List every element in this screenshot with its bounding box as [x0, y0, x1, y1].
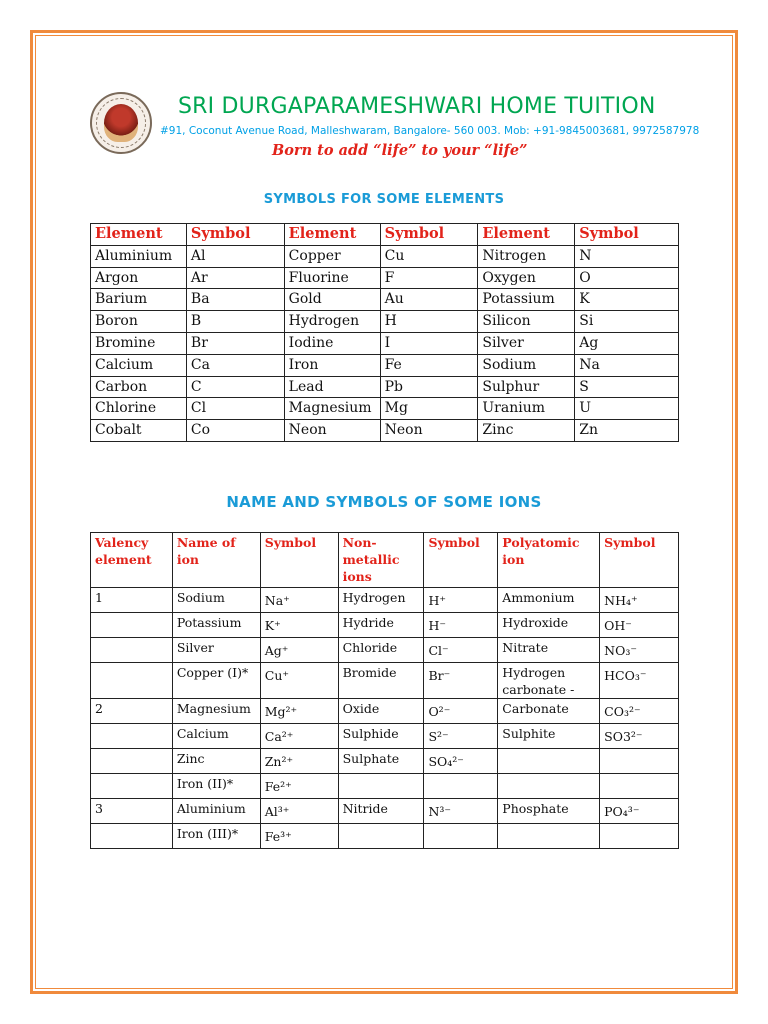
table-cell: Hydrogen	[284, 311, 380, 333]
table-row	[91, 420, 679, 442]
table-cell	[424, 774, 498, 799]
table-row	[91, 799, 679, 824]
table-row	[91, 824, 679, 849]
table-cell: Bromine	[91, 332, 187, 354]
table-cell: N³⁻	[424, 799, 498, 824]
table-cell: Calcium	[91, 354, 187, 376]
table-cell: Magnesium	[284, 398, 380, 420]
table-cell: SO3²⁻	[600, 724, 679, 749]
table-cell: Oxide	[338, 699, 424, 724]
table-cell	[338, 774, 424, 799]
goddess-emblem-icon	[104, 104, 138, 142]
table-cell: Ammonium	[498, 588, 600, 613]
table-cell: Magnesium	[172, 699, 260, 724]
column-header: Symbol	[186, 224, 284, 246]
table-cell: 3	[91, 799, 173, 824]
table-row	[91, 398, 679, 420]
table-cell: Cl⁻	[424, 638, 498, 663]
table-cell: Al³⁺	[260, 799, 338, 824]
table-cell: Sulphite	[498, 724, 600, 749]
table-cell: Lead	[284, 376, 380, 398]
table-cell: Nitrogen	[478, 245, 575, 267]
table-cell: HCO₃⁻	[600, 663, 679, 699]
table-cell: Copper (I)*	[172, 663, 260, 699]
table-cell: Na	[575, 354, 679, 376]
table-cell: Bromide	[338, 663, 424, 699]
table-cell: Fe²⁺	[260, 774, 338, 799]
table-cell	[498, 749, 600, 774]
table-cell: Fe	[380, 354, 478, 376]
table-cell: S²⁻	[424, 724, 498, 749]
table-row	[91, 588, 679, 613]
table-cell: Iron (II)*	[172, 774, 260, 799]
table-cell	[498, 774, 600, 799]
table-cell: Pb	[380, 376, 478, 398]
table-cell: I	[380, 332, 478, 354]
table-cell: Au	[380, 289, 478, 311]
table-row	[91, 267, 679, 289]
tuition-logo	[90, 92, 152, 154]
table-cell: Br⁻	[424, 663, 498, 699]
table-cell: H⁺	[424, 588, 498, 613]
table-cell: Fe³⁺	[260, 824, 338, 849]
table-cell: Al	[186, 245, 284, 267]
table-cell: Sulphur	[478, 376, 575, 398]
table-cell: Hydrogen carbonate -	[498, 663, 600, 699]
elements-header-row	[91, 224, 679, 246]
table-cell: Aluminium	[172, 799, 260, 824]
table-row	[91, 376, 679, 398]
table-cell: Chloride	[338, 638, 424, 663]
table-cell	[91, 824, 173, 849]
table-cell: Potassium	[172, 613, 260, 638]
table-cell: S	[575, 376, 679, 398]
elements-table	[90, 223, 679, 442]
table-cell: Silicon	[478, 311, 575, 333]
table-cell: NO₃⁻	[600, 638, 679, 663]
table-row	[91, 699, 679, 724]
ions-table	[90, 532, 679, 849]
institute-address: #91, Coconut Avenue Road, Malleshwaram, Bangalore- 560 003. Mob: +91-9845003681, 9972587978	[160, 125, 700, 137]
table-cell	[600, 824, 679, 849]
table-cell: Cu	[380, 245, 478, 267]
column-header: Symbol	[424, 533, 498, 588]
table-cell: O	[575, 267, 679, 289]
table-row	[91, 638, 679, 663]
column-header: Symbol	[575, 224, 679, 246]
table-cell	[498, 824, 600, 849]
table-row	[91, 245, 679, 267]
table-cell: Ag	[575, 332, 679, 354]
table-row	[91, 613, 679, 638]
table-cell: U	[575, 398, 679, 420]
table-cell: Neon	[284, 420, 380, 442]
table-cell: K	[575, 289, 679, 311]
table-cell: Nitrate	[498, 638, 600, 663]
column-header: Name of ion	[172, 533, 260, 588]
table-cell: H	[380, 311, 478, 333]
column-header: Symbol	[600, 533, 679, 588]
table-cell: Hydride	[338, 613, 424, 638]
table-cell: Aluminium	[91, 245, 187, 267]
table-cell: Barium	[91, 289, 187, 311]
table-row	[91, 724, 679, 749]
table-cell: Cobalt	[91, 420, 187, 442]
table-cell: Ca²⁺	[260, 724, 338, 749]
table-cell: Ag⁺	[260, 638, 338, 663]
table-cell: Potassium	[478, 289, 575, 311]
table-cell: B	[186, 311, 284, 333]
table-cell: Hydroxide	[498, 613, 600, 638]
table-row	[91, 332, 679, 354]
table-cell: SO₄²⁻	[424, 749, 498, 774]
table-row	[91, 774, 679, 799]
table-cell: Copper	[284, 245, 380, 267]
table-cell: Ca	[186, 354, 284, 376]
table-cell: Silver	[172, 638, 260, 663]
column-header: Symbol	[380, 224, 478, 246]
table-row	[91, 663, 679, 699]
table-cell: PO₄³⁻	[600, 799, 679, 824]
ions-heading: NAME AND SYMBOLS OF SOME IONS	[226, 493, 542, 511]
table-cell: Nitride	[338, 799, 424, 824]
table-cell: Zn	[575, 420, 679, 442]
table-cell: Argon	[91, 267, 187, 289]
table-cell: O²⁻	[424, 699, 498, 724]
column-header: Polyatomic ion	[498, 533, 600, 588]
institute-title: SRI DURGAPARAMESHWARI HOME TUITION	[178, 94, 656, 119]
table-cell: 1	[91, 588, 173, 613]
table-row	[91, 749, 679, 774]
table-cell: Zinc	[172, 749, 260, 774]
table-cell	[91, 638, 173, 663]
table-cell: Carbon	[91, 376, 187, 398]
table-cell: Na⁺	[260, 588, 338, 613]
elements-heading: SYMBOLS FOR SOME ELEMENTS	[263, 192, 505, 207]
table-cell: Mg²⁺	[260, 699, 338, 724]
column-header: Element	[478, 224, 575, 246]
table-cell: Cu⁺	[260, 663, 338, 699]
table-cell: Phosphate	[498, 799, 600, 824]
table-cell: Calcium	[172, 724, 260, 749]
table-cell: Fluorine	[284, 267, 380, 289]
table-cell	[91, 724, 173, 749]
table-cell: Iron	[284, 354, 380, 376]
table-cell: Sulphide	[338, 724, 424, 749]
table-cell: K⁺	[260, 613, 338, 638]
table-row	[91, 311, 679, 333]
column-header: Element	[284, 224, 380, 246]
institute-tagline: Born to add “life” to your “life”	[272, 142, 528, 159]
table-cell: Hydrogen	[338, 588, 424, 613]
column-header: Element	[91, 224, 187, 246]
table-cell: Boron	[91, 311, 187, 333]
table-cell: Ba	[186, 289, 284, 311]
table-cell	[338, 824, 424, 849]
table-cell: Silver	[478, 332, 575, 354]
table-cell: 2	[91, 699, 173, 724]
table-cell	[91, 663, 173, 699]
table-cell: Sodium	[478, 354, 575, 376]
table-cell: Cl	[186, 398, 284, 420]
table-cell: H⁻	[424, 613, 498, 638]
table-cell	[91, 749, 173, 774]
table-cell	[91, 613, 173, 638]
table-row	[91, 354, 679, 376]
table-cell: Sulphate	[338, 749, 424, 774]
table-cell: Carbonate	[498, 699, 600, 724]
table-cell	[91, 774, 173, 799]
table-cell: Si	[575, 311, 679, 333]
table-cell: Sodium	[172, 588, 260, 613]
table-cell: CO₃²⁻	[600, 699, 679, 724]
table-cell: Mg	[380, 398, 478, 420]
table-row	[91, 289, 679, 311]
ions-header-row	[91, 533, 679, 588]
table-cell: Co	[186, 420, 284, 442]
column-header: Valency element	[91, 533, 173, 588]
table-cell: Uranium	[478, 398, 575, 420]
table-cell: OH⁻	[600, 613, 679, 638]
table-cell: Zn²⁺	[260, 749, 338, 774]
table-cell: Chlorine	[91, 398, 187, 420]
table-cell: Br	[186, 332, 284, 354]
table-cell: F	[380, 267, 478, 289]
table-cell	[600, 749, 679, 774]
table-cell: N	[575, 245, 679, 267]
table-cell: Gold	[284, 289, 380, 311]
table-cell: Neon	[380, 420, 478, 442]
table-cell: Iron (III)*	[172, 824, 260, 849]
table-cell: C	[186, 376, 284, 398]
column-header: Symbol	[260, 533, 338, 588]
column-header: Non-metallic ions	[338, 533, 424, 588]
table-cell: Iodine	[284, 332, 380, 354]
table-cell	[600, 774, 679, 799]
table-cell: NH₄⁺	[600, 588, 679, 613]
table-cell	[424, 824, 498, 849]
table-cell: Ar	[186, 267, 284, 289]
table-cell: Oxygen	[478, 267, 575, 289]
table-cell: Zinc	[478, 420, 575, 442]
